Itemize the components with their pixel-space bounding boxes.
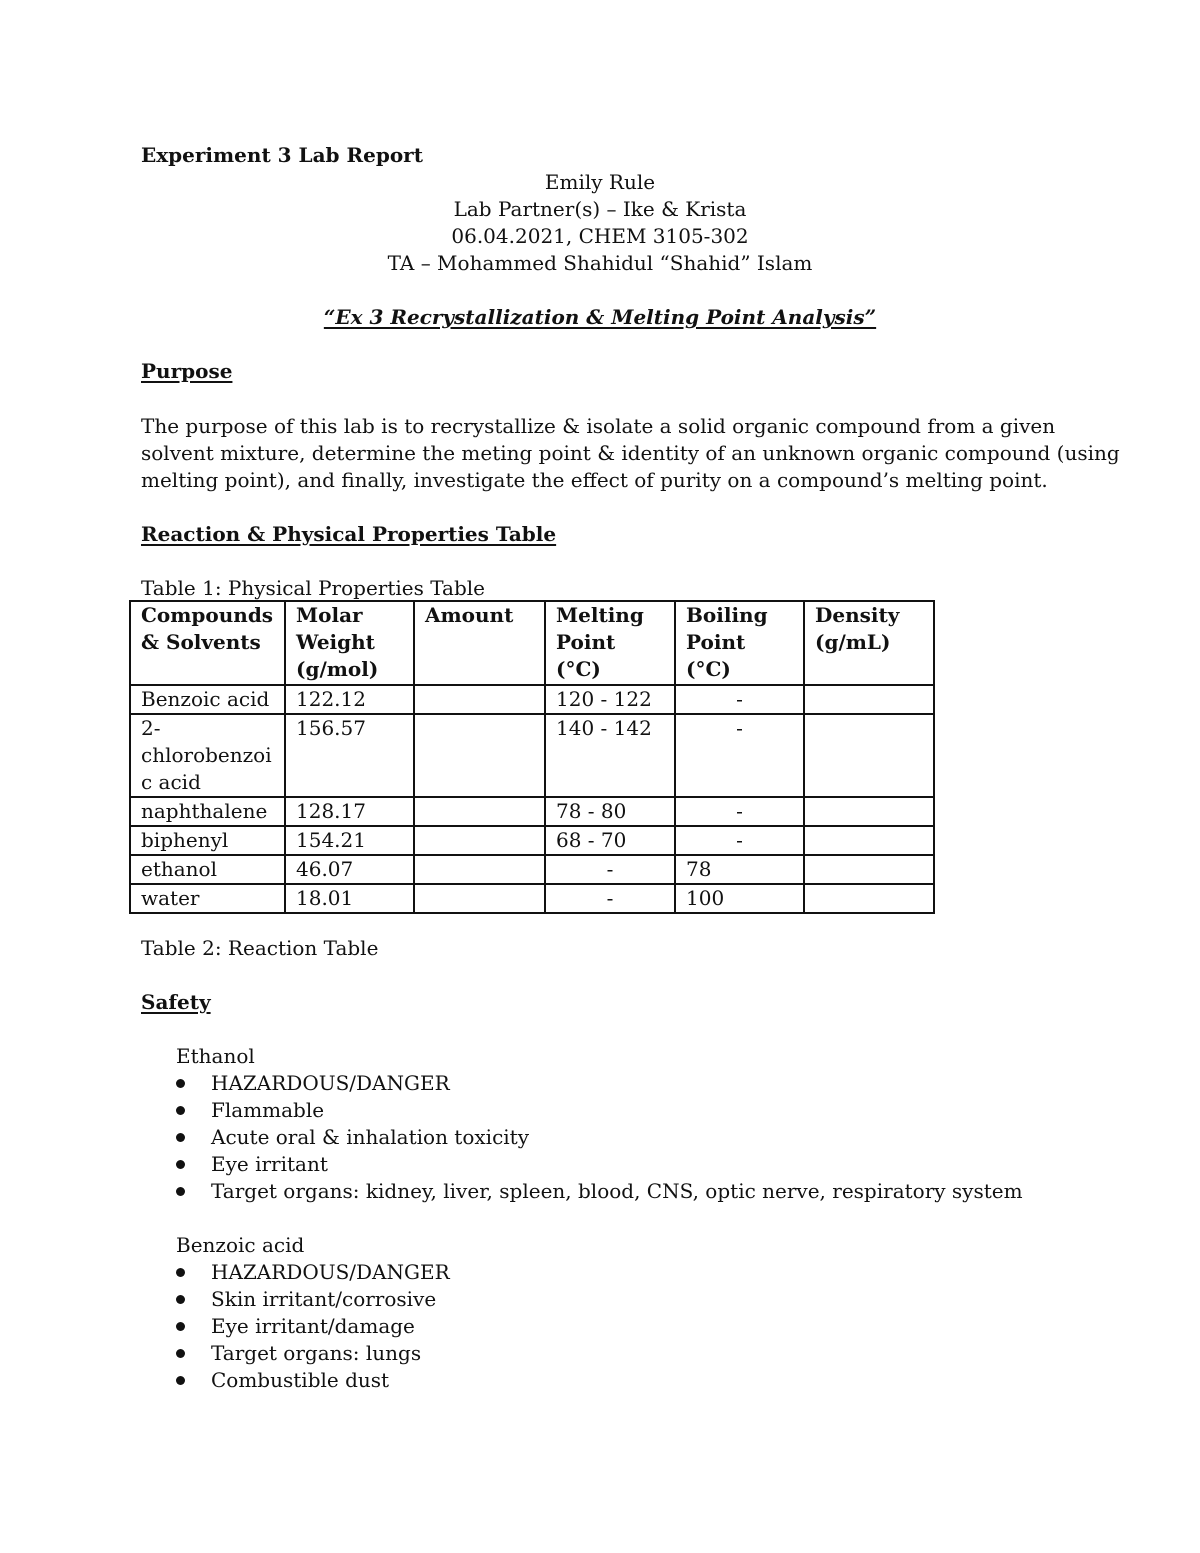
table-cell: [804, 685, 934, 714]
purpose-heading: Purpose: [141, 359, 233, 383]
list-item: HAZARDOUS/DANGER: [176, 1259, 450, 1286]
benzoic-acid-hazard-list: [176, 1259, 450, 1394]
table-cell: water: [130, 884, 285, 913]
list-item: Target organs: kidney, liver, spleen, blood, CNS, optic nerve, respiratory system: [176, 1178, 1023, 1205]
column-header: Amount: [414, 601, 545, 685]
bullet-icon: [176, 1268, 185, 1277]
table-cell: -: [675, 714, 804, 797]
table-cell: 154.21: [285, 826, 414, 855]
table2-caption: Table 2: Reaction Table: [141, 936, 379, 960]
table-cell: 2- chlorobenzoi c acid: [130, 714, 285, 797]
table-cell: [414, 884, 545, 913]
list-item: HAZARDOUS/DANGER: [176, 1070, 1023, 1097]
teaching-assistant: TA – Mohammed Shahidul “Shahid” Islam: [387, 251, 813, 275]
table-cell: -: [675, 685, 804, 714]
table-cell: Benzoic acid: [130, 685, 285, 714]
table-cell: [414, 797, 545, 826]
list-item: Skin irritant/corrosive: [176, 1286, 450, 1313]
table-cell: [804, 797, 934, 826]
list-item: Target organs: lungs: [176, 1340, 450, 1367]
report-title: Experiment 3 Lab Report: [141, 143, 423, 167]
table-cell: 78 - 80: [545, 797, 675, 826]
date-course: 06.04.2021, CHEM 3105-302: [451, 224, 749, 248]
properties-heading: Reaction & Physical Properties Table: [141, 522, 557, 546]
experiment-title: “Ex 3 Recrystallization & Melting Point Analysis”: [323, 305, 877, 329]
column-header: Molar Weight (g/mol): [285, 601, 414, 685]
table-cell: -: [545, 855, 675, 884]
table-cell: [804, 826, 934, 855]
table-header-row: [130, 601, 934, 685]
table-cell: [414, 714, 545, 797]
table-row: [130, 855, 934, 884]
purpose-line: The purpose of this lab is to recrystallize & isolate a solid organic compound from a given: [141, 414, 1056, 438]
table-row: [130, 797, 934, 826]
table-cell: 140 - 142: [545, 714, 675, 797]
column-header: Boiling Point (°C): [675, 601, 804, 685]
table-cell: [804, 714, 934, 797]
bullet-icon: [176, 1322, 185, 1331]
table-cell: -: [675, 797, 804, 826]
safety-heading: Safety: [141, 990, 211, 1014]
bullet-icon: [176, 1079, 185, 1088]
purpose-line: solvent mixture, determine the meting point & identity of an unknown organic compound (using: [141, 441, 1120, 465]
table-cell: [804, 855, 934, 884]
bullet-icon: [176, 1106, 185, 1115]
table-cell: 120 - 122: [545, 685, 675, 714]
author-name: Emily Rule: [544, 170, 656, 194]
table-cell: ethanol: [130, 855, 285, 884]
bullet-icon: [176, 1376, 185, 1385]
bullet-icon: [176, 1295, 185, 1304]
table-row: [130, 884, 934, 913]
table-cell: 78: [675, 855, 804, 884]
list-item: Eye irritant: [176, 1151, 1023, 1178]
list-item: Acute oral & inhalation toxicity: [176, 1124, 1023, 1151]
ethanol-hazard-list: [176, 1070, 1023, 1205]
table-row: [130, 714, 934, 797]
column-header: Melting Point (°C): [545, 601, 675, 685]
purpose-paragraph: [141, 413, 1120, 494]
bullet-icon: [176, 1160, 185, 1169]
table-cell: 46.07: [285, 855, 414, 884]
table-cell: [414, 685, 545, 714]
table-cell: [414, 855, 545, 884]
column-header: Density (g/mL): [804, 601, 934, 685]
bullet-icon: [176, 1133, 185, 1142]
purpose-line: melting point), and finally, investigate the effect of purity on a compound’s melting point.: [141, 468, 1048, 492]
column-header: Compounds & Solvents: [130, 601, 285, 685]
table-cell: 100: [675, 884, 804, 913]
table-cell: 156.57: [285, 714, 414, 797]
table-cell: naphthalene: [130, 797, 285, 826]
table-cell: 68 - 70: [545, 826, 675, 855]
table-cell: -: [545, 884, 675, 913]
bullet-icon: [176, 1349, 185, 1358]
ethanol-label: Ethanol: [176, 1044, 255, 1068]
lab-partners: Lab Partner(s) – Ike & Krista: [453, 197, 747, 221]
table-cell: [804, 884, 934, 913]
list-item: Flammable: [176, 1097, 1023, 1124]
table-row: [130, 685, 934, 714]
table1-caption: Table 1: Physical Properties Table: [141, 576, 485, 600]
benzoic-acid-label: Benzoic acid: [176, 1233, 305, 1257]
table-row: [130, 826, 934, 855]
table-cell: 18.01: [285, 884, 414, 913]
table-cell: 128.17: [285, 797, 414, 826]
list-item: Eye irritant/damage: [176, 1313, 450, 1340]
bullet-icon: [176, 1187, 185, 1196]
table-cell: -: [675, 826, 804, 855]
table-cell: 122.12: [285, 685, 414, 714]
list-item: Combustible dust: [176, 1367, 450, 1394]
table-cell: [414, 826, 545, 855]
table-cell: biphenyl: [130, 826, 285, 855]
physical-properties-table: [129, 600, 935, 914]
